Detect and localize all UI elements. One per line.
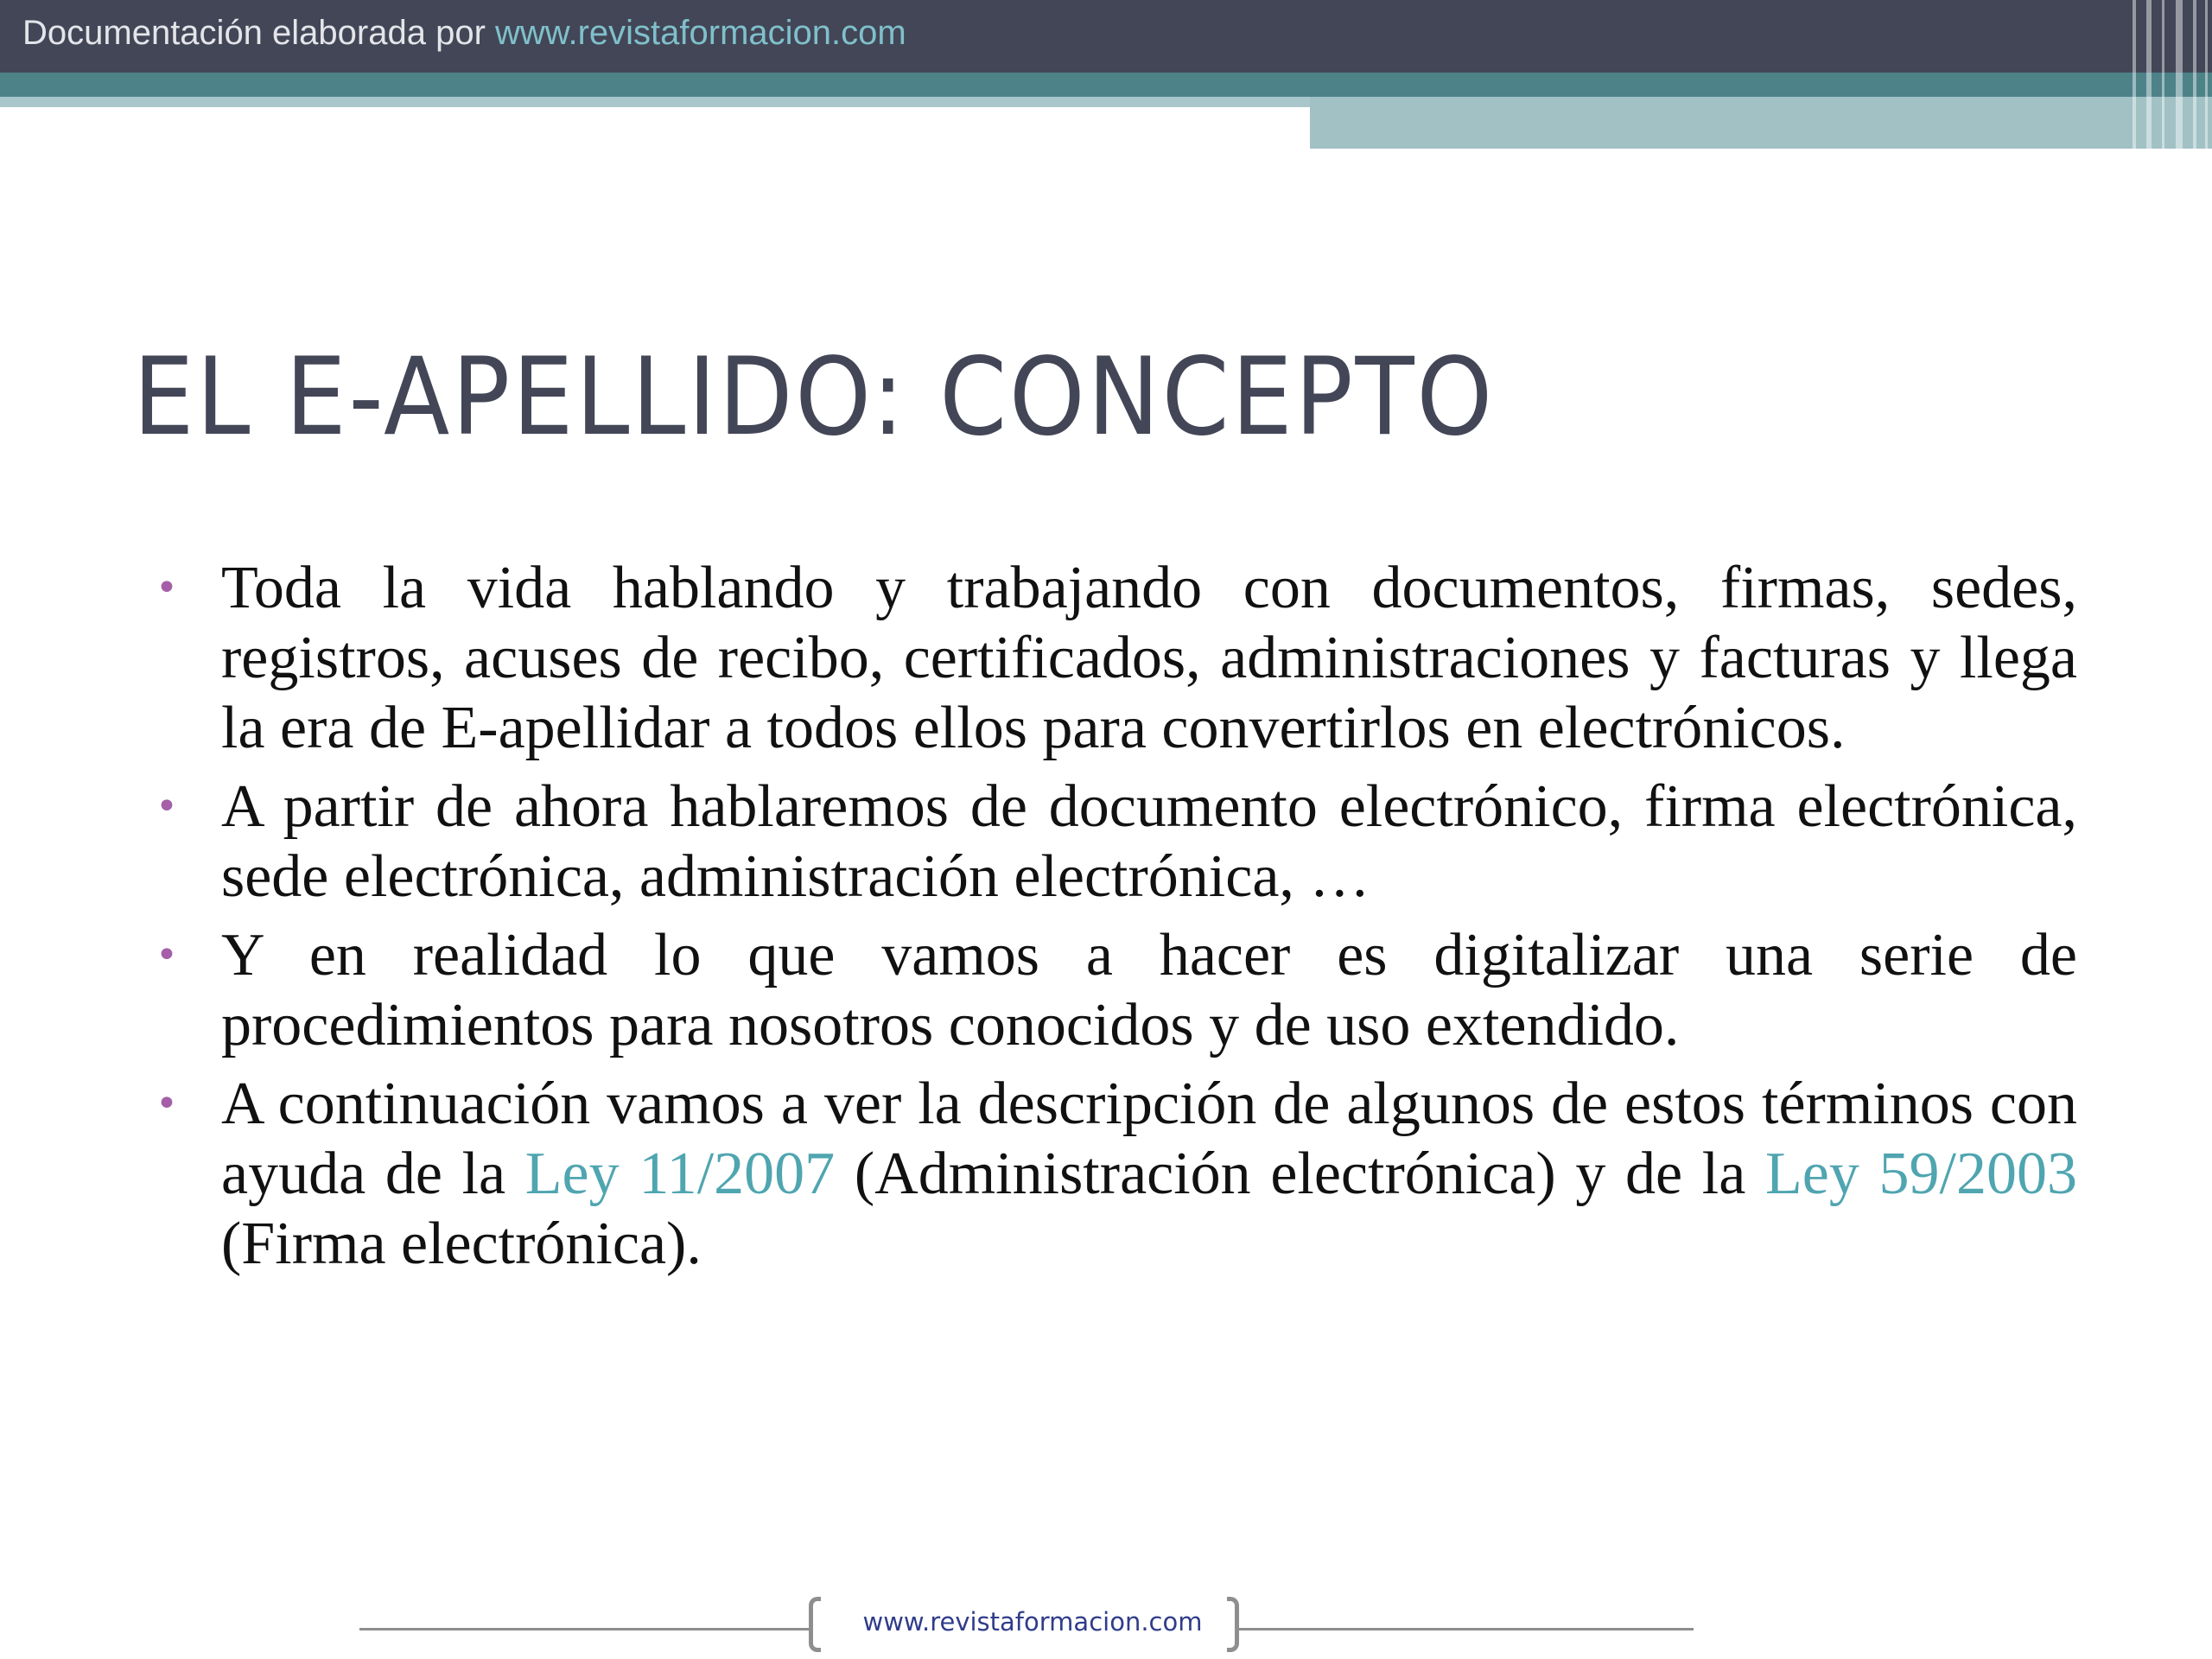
header-teal-band: [0, 73, 2212, 97]
law-link-59-2003[interactable]: Ley 59/2003: [1765, 1141, 2077, 1207]
header-credit: [22, 14, 906, 53]
bullet-item: • Y en realidad lo que vamos a hacer es digitalizar una serie de procedimientos para nosotros conocidos y de uso extendido.: [221, 920, 2077, 1060]
header-light-band-right: [1310, 97, 2212, 149]
footer-bracket-left: [809, 1597, 821, 1652]
header-credit-site-link[interactable]: www.revistaformacion.com: [495, 14, 906, 52]
bullet-item: • Toda la vida hablando y trabajando con documentos, firmas, sedes, registros, acuses de recibo, certificados, administraciones y facturas y llega la era de E-apellidar a todos ellos para convertirlos en electrónicos.: [221, 553, 2077, 763]
bullet-text: A continuación vamos a ver la descripción de algunos de estos términos con ayuda de la: [221, 1071, 2077, 1207]
header-light-band-left: [0, 97, 1310, 107]
slide-title: EL E-APELLIDO: CONCEPTO: [133, 335, 1495, 460]
bullet-list: [221, 553, 2077, 1287]
law-link-11-2007[interactable]: Ley 11/2007: [524, 1141, 836, 1207]
bullet-text: (Administración electrónica) y de la: [835, 1141, 1766, 1207]
header-bar: [0, 0, 2212, 73]
bullet-item: • A partir de ahora hablaremos de documento electrónico, firma electrónica, sede electrónica, administración electrónica, …: [221, 772, 2077, 912]
bullet-item: [221, 1069, 2077, 1279]
footer-rule-left: [359, 1628, 810, 1630]
header-stripes: [2126, 0, 2212, 149]
footer-rule-right: [1239, 1628, 1694, 1630]
footer-url-link[interactable]: www.revistaformacion.com: [862, 1607, 1203, 1637]
bullet-text: (Firma electrónica).: [221, 1211, 702, 1277]
header-credit-prefix: Documentación elaborada por: [22, 14, 496, 52]
